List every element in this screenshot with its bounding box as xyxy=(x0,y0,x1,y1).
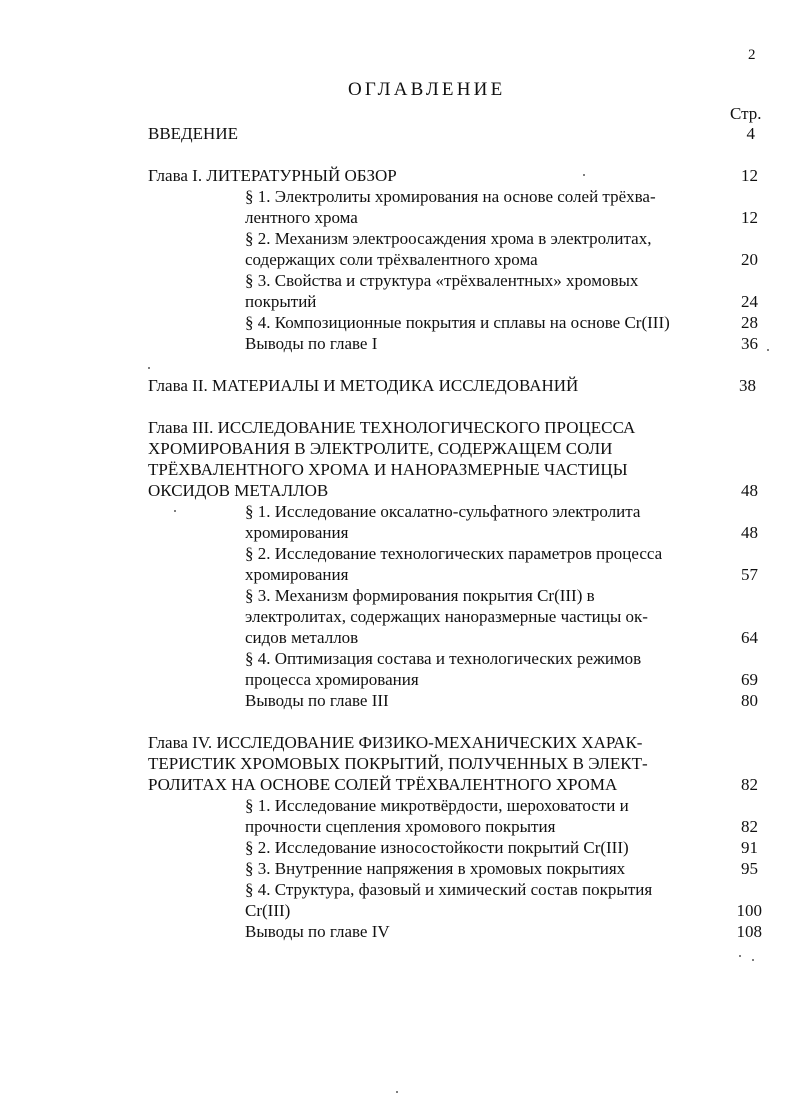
toc-ch2-page: 38 xyxy=(739,376,756,395)
toc-ch1-s4-page: 28 xyxy=(741,313,758,332)
page-title: ОГЛАВЛЕНИЕ xyxy=(348,79,506,100)
toc-ch1-s3-page: 24 xyxy=(741,292,758,311)
toc-ch4-s4-line1: § 4. Структура, фазовый и химический состав покрытия xyxy=(245,880,653,899)
toc-ch3-s3-page: 64 xyxy=(741,628,758,647)
toc-ch1-page: 12 xyxy=(741,166,758,185)
toc-ch3-title-line3: ТРЁХВАЛЕНТНОГО ХРОМА И НАНОРАЗМЕРНЫЕ ЧАСТИЦЫ xyxy=(148,460,628,479)
toc-ch4-s1-line1: § 1. Исследование микротвёрдости, шероховатости и xyxy=(245,796,629,815)
toc-ch4-s3-line1: § 3. Внутренние напряжения в хромовых покрытиях xyxy=(245,859,626,878)
toc-ch3-s2-line1: § 2. Исследование технологических параметров процесса xyxy=(245,544,663,563)
toc-ch3-s1-page: 48 xyxy=(741,523,758,542)
toc-ch3-conclusions-page: 80 xyxy=(741,691,758,710)
toc-ch4-s2-line1: § 2. Исследование износостойкости покрытий Cr(III) xyxy=(245,838,629,857)
toc-ch4-s4-page: 100 xyxy=(736,901,762,920)
toc-ch3-title-line2: ХРОМИРОВАНИЯ В ЭЛЕКТРОЛИТЕ, СОДЕРЖАЩЕМ СОЛИ xyxy=(148,439,613,458)
toc-ch3-s4-page: 69 xyxy=(741,670,758,689)
toc-ch1-s2-line1: § 2. Механизм электроосаждения хрома в электролитах, xyxy=(245,229,652,248)
toc-ch3-title-line4: ОКСИДОВ МЕТАЛЛОВ xyxy=(148,481,329,500)
toc-ch4-s2-page: 91 xyxy=(741,838,758,857)
toc-ch3-s3-line3: сидов металлов xyxy=(245,628,359,647)
toc-ch1-s4-line1: § 4. Композиционные покрытия и сплавы на основе Cr(III) xyxy=(245,313,670,332)
toc-ch3-page: 48 xyxy=(741,481,758,500)
toc-ch4-conclusions: Выводы по главе IV xyxy=(245,922,390,941)
toc-ch4-s3-page: 95 xyxy=(741,859,758,878)
page-number: 2 xyxy=(748,47,756,63)
toc-ch3-s4-line1: § 4. Оптимизация состава и технологических режимов xyxy=(245,649,642,668)
toc-ch3-title-line1: Глава III. ИССЛЕДОВАНИЕ ТЕХНОЛОГИЧЕСКОГО ПРОЦЕССА xyxy=(148,418,636,437)
toc-ch1-s3-line2: покрытий xyxy=(245,292,317,311)
scan-speck xyxy=(767,349,769,351)
toc-intro-page: 4 xyxy=(746,124,755,143)
toc-ch1-s1-line2: лентного хрома xyxy=(245,208,358,227)
page-column-header: Стр. xyxy=(730,104,762,123)
toc-ch1-conclusions-page: 36 xyxy=(741,334,758,353)
toc-ch1-s2-page: 20 xyxy=(741,250,758,269)
toc-ch1-s2-line2: содержащих соли трёхвалентного хрома xyxy=(245,250,538,269)
toc-ch4-title-line1: Глава IV. ИССЛЕДОВАНИЕ ФИЗИКО-МЕХАНИЧЕСКИХ ХАРАК- xyxy=(148,733,643,752)
toc-ch1-conclusions: Выводы по главе I xyxy=(245,334,378,353)
toc-ch1-title: Глава I. ЛИТЕРАТУРНЫЙ ОБЗОР xyxy=(148,166,397,185)
toc-ch4-s1-page: 82 xyxy=(741,817,758,836)
toc-ch4-conclusions-page: 108 xyxy=(736,922,762,941)
toc-ch3-s2-page: 57 xyxy=(741,565,758,584)
scan-speck xyxy=(752,959,754,961)
scan-speck xyxy=(174,510,176,512)
toc-ch1-s3-line1: § 3. Свойства и структура «трёхвалентных» хромовых xyxy=(245,271,639,290)
toc-ch1-s1-page: 12 xyxy=(741,208,758,227)
toc-ch3-s3-line1: § 3. Механизм формирования покрытия Cr(III) в xyxy=(245,586,595,605)
scan-speck xyxy=(148,367,150,369)
scan-speck xyxy=(396,1091,398,1093)
toc-ch4-s1-line2: прочности сцепления хромового покрытия xyxy=(245,817,556,836)
toc-ch3-s1-line2: хромирования xyxy=(245,523,349,542)
toc-ch3-s4-line2: процесса хромирования xyxy=(245,670,419,689)
toc-ch4-page: 82 xyxy=(741,775,758,794)
toc-ch3-s1-line1: § 1. Исследование оксалатно-сульфатного электролита xyxy=(245,502,641,521)
toc-ch3-s3-line2: электролитах, содержащих наноразмерные частицы ок- xyxy=(245,607,648,626)
toc-ch3-conclusions: Выводы по главе III xyxy=(245,691,389,710)
toc-intro-title: ВВЕДЕНИЕ xyxy=(148,124,238,143)
scan-speck xyxy=(583,174,585,176)
toc-ch1-s1-line1: § 1. Электролиты хромирования на основе солей трёхва- xyxy=(245,187,656,206)
toc-ch4-title-line3: РОЛИТАХ НА ОСНОВЕ СОЛЕЙ ТРЁХВАЛЕНТНОГО ХРОМА xyxy=(148,775,618,794)
toc-ch4-title-line2: ТЕРИСТИК ХРОМОВЫХ ПОКРЫТИЙ, ПОЛУЧЕННЫХ В ЭЛЕКТ- xyxy=(148,754,648,773)
toc-ch4-s4-line2: Cr(III) xyxy=(245,901,291,920)
toc-ch2-title: Глава II. МАТЕРИАЛЫ И МЕТОДИКА ИССЛЕДОВАНИЙ xyxy=(148,376,579,395)
toc-ch3-s2-line2: хромирования xyxy=(245,565,349,584)
scan-speck xyxy=(739,955,741,957)
